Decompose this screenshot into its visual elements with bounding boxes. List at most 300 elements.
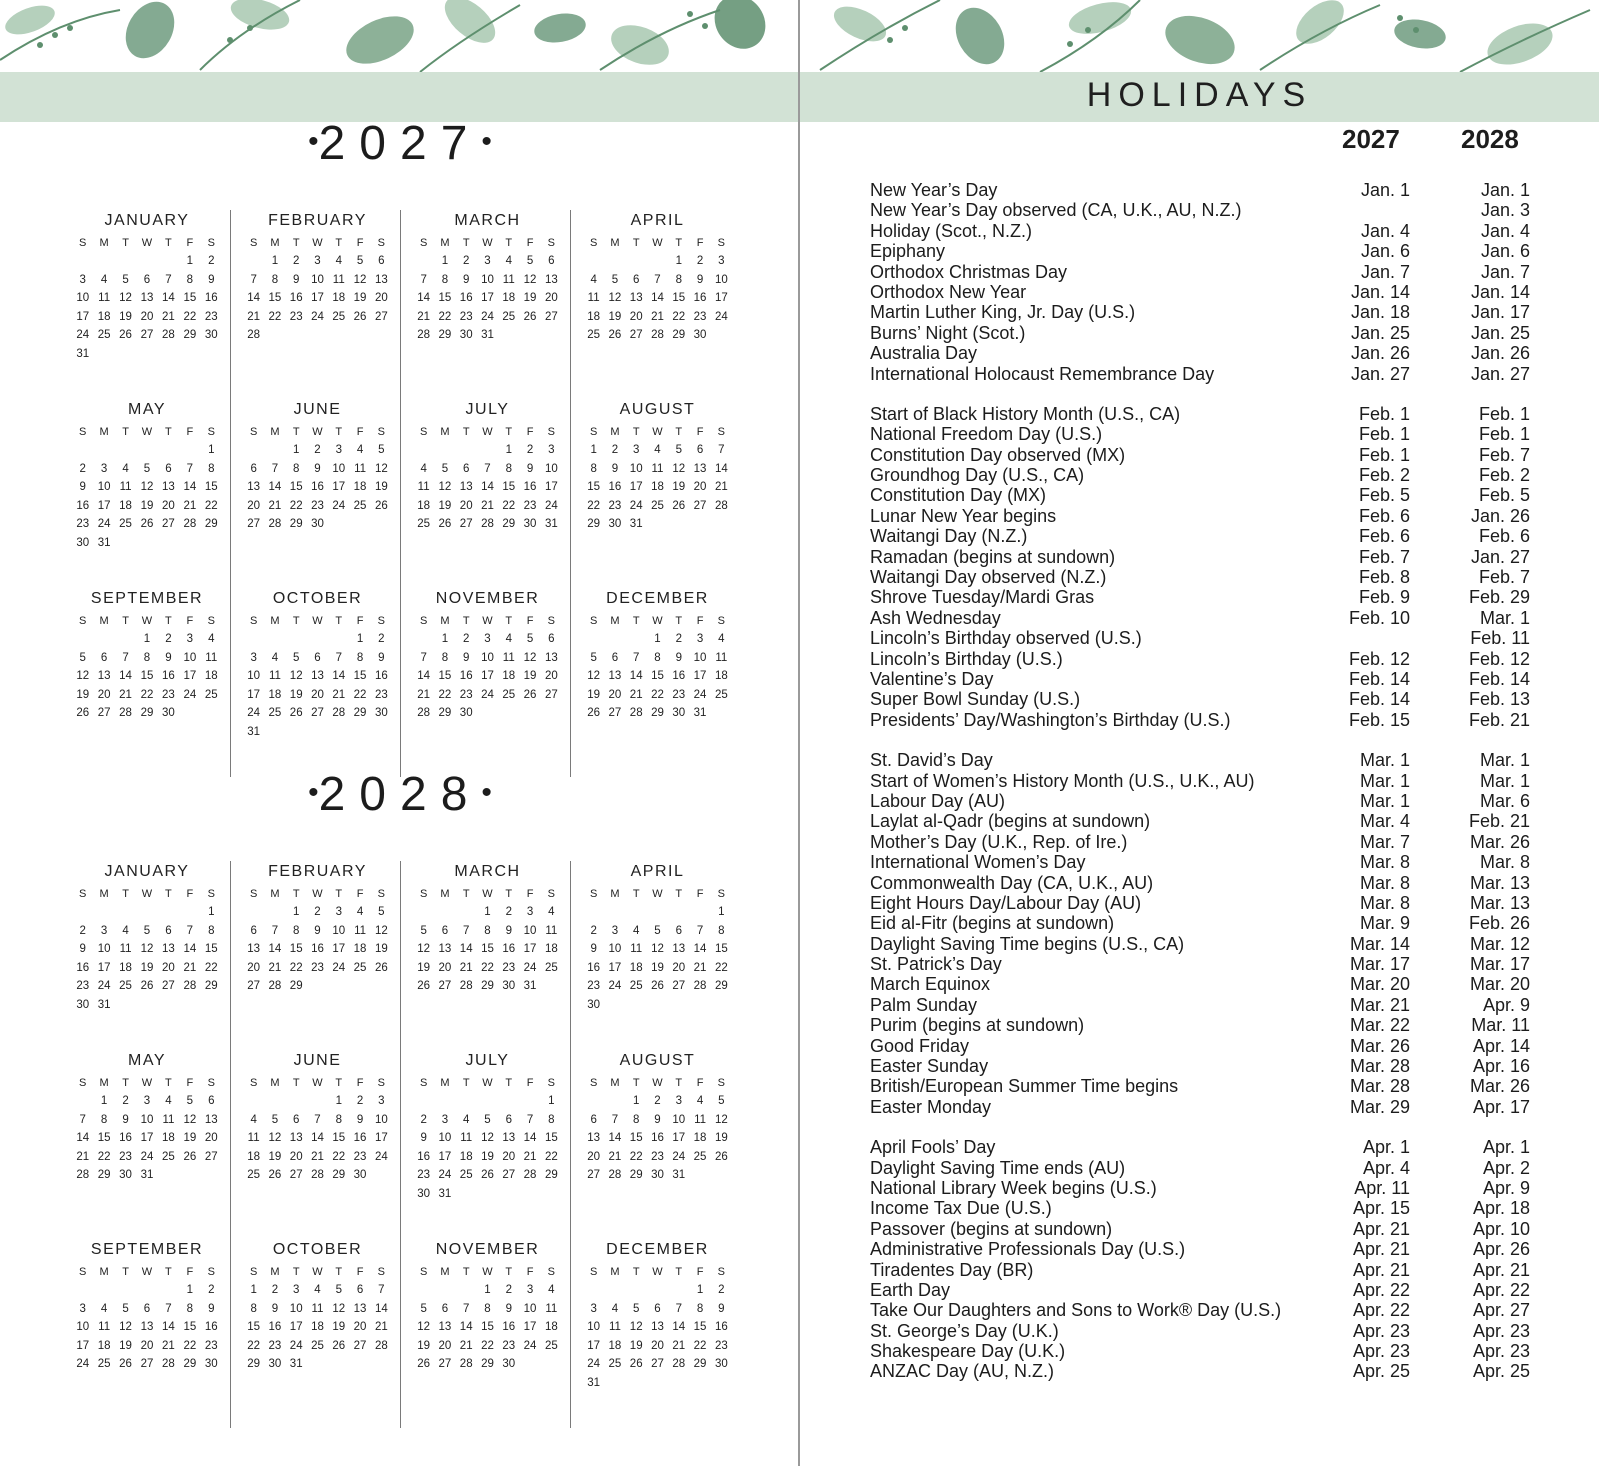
holiday-date-2027: Feb. 2: [1358, 465, 1410, 486]
week-row: [583, 308, 732, 327]
day-cell: 24: [97, 980, 111, 993]
week-row: [413, 326, 562, 345]
day-cell: 6: [441, 924, 449, 937]
holiday-row: [870, 587, 1530, 607]
day-cell: 22: [693, 1339, 707, 1352]
week-row: [72, 460, 222, 479]
week-row: [243, 1355, 392, 1374]
holiday-name: Good Friday: [870, 1035, 970, 1056]
day-cell: 1: [675, 255, 682, 267]
day-cell: [711, 515, 732, 534]
weekday-letter: S: [377, 888, 386, 900]
day-cell: 19: [140, 961, 154, 974]
weekday-letter: S: [419, 888, 428, 900]
day-cell: 21: [651, 310, 664, 323]
day-cell: 7: [654, 273, 661, 286]
holiday-date-2028: Apr. 26: [1472, 1239, 1530, 1260]
weekday-letter: T: [462, 615, 470, 627]
weekday-letter: T: [165, 1077, 172, 1089]
holiday-row: [870, 1341, 1530, 1361]
week-row: [243, 441, 392, 460]
day-cell: 26: [374, 499, 388, 512]
holiday-date-2027: Mar. 7: [1359, 831, 1410, 852]
day-cell: [689, 1374, 710, 1393]
day-cell: 18: [608, 1339, 622, 1352]
day-cell: [179, 903, 200, 922]
week-row: [72, 515, 222, 534]
week-row: [72, 649, 222, 668]
day-cell: 6: [548, 255, 555, 267]
day-cell: [136, 996, 157, 1015]
weekday-letter: S: [79, 237, 87, 249]
holiday-date-2028: Apr. 18: [1472, 1198, 1530, 1219]
weekday-letter: M: [99, 615, 109, 627]
weekday-letter: M: [610, 1077, 620, 1089]
day-cell: 23: [204, 1339, 218, 1352]
holiday-date-2028: Mar. 1: [1479, 607, 1530, 628]
day-cell: 28: [311, 1169, 324, 1182]
week-row: [413, 704, 562, 723]
day-cell: [626, 903, 647, 922]
holiday-row: [870, 811, 1530, 831]
day-cell: 18: [544, 1321, 558, 1334]
day-cell: 16: [119, 1132, 132, 1145]
day-cell: [179, 534, 200, 553]
day-cell: 16: [289, 292, 303, 305]
day-cell: 18: [693, 1132, 707, 1145]
week-row: [413, 1300, 562, 1319]
week-row: [413, 1092, 562, 1111]
day-cell: 23: [76, 980, 90, 993]
day-cell: 2: [463, 633, 470, 645]
day-cell: 4: [505, 633, 512, 645]
holiday-date-2027: Apr. 1: [1362, 1137, 1410, 1158]
day-cell: 21: [672, 1339, 686, 1352]
holiday-date-2028: Mar. 26: [1469, 831, 1530, 852]
day-cell: 24: [523, 1339, 537, 1352]
day-cell: 7: [484, 462, 491, 475]
day-cell: 3: [100, 462, 108, 475]
week-row: [72, 1129, 222, 1148]
day-cell: 9: [696, 273, 704, 286]
holiday-name: Commonwealth Day (CA, U.K., AU): [870, 872, 1154, 893]
day-cell: [115, 996, 136, 1015]
day-cell: [72, 252, 93, 271]
day-cell: 6: [356, 1284, 364, 1296]
day-cell: 13: [438, 943, 452, 956]
week-row: [413, 1111, 562, 1130]
week-row: [72, 667, 222, 686]
weekday-letter: T: [632, 237, 640, 249]
week-row: [413, 1355, 562, 1374]
day-cell: 4: [505, 255, 512, 267]
holiday-name: Purim (begins at sundown): [870, 1015, 1085, 1036]
day-cell: 12: [119, 1321, 132, 1334]
holiday-name: Eight Hours Day/Labour Day (AU): [870, 892, 1142, 913]
holiday-date-2028: Feb. 1: [1478, 424, 1530, 445]
day-cell: 17: [76, 1339, 90, 1352]
eucalyptus-header-illustration: [800, 0, 1599, 72]
day-cell: 8: [293, 462, 300, 475]
month-name: DECEMBER: [606, 1241, 709, 1258]
day-cell: 28: [268, 980, 282, 993]
day-cell: 29: [183, 329, 197, 342]
day-cell: [158, 252, 179, 271]
day-cell: 6: [250, 462, 257, 475]
week-row: [583, 1300, 732, 1319]
holiday-date-2027: Feb. 6: [1358, 526, 1410, 547]
day-cell: 27: [587, 1169, 601, 1182]
day-cell: 5: [143, 924, 151, 937]
day-cell: 5: [79, 651, 86, 664]
weekday-letter: S: [547, 237, 556, 249]
day-cell: 29: [97, 1169, 111, 1182]
week-row: [583, 252, 732, 271]
week-row: [243, 1318, 392, 1337]
day-cell: 21: [629, 688, 643, 701]
holiday-name: Super Bowl Sunday (U.S.): [870, 689, 1081, 710]
week-row: [583, 940, 732, 959]
day-cell: 18: [651, 481, 664, 494]
day-cell: 10: [714, 273, 728, 286]
holiday-date-2028: Jan. 1: [1480, 180, 1530, 200]
day-cell: 19: [523, 292, 537, 305]
holiday-row: [870, 221, 1530, 241]
week-row: [243, 1092, 392, 1111]
day-cell: 17: [97, 499, 111, 512]
week-row: [243, 977, 392, 996]
weekday-letter: W: [312, 1266, 323, 1278]
day-cell: 31: [523, 980, 537, 993]
day-cell: 19: [714, 1132, 728, 1145]
holiday-date-2028: Feb. 2: [1478, 465, 1530, 486]
day-cell: 2: [590, 924, 597, 937]
day-cell: 20: [162, 961, 175, 974]
day-cell: 30: [374, 707, 388, 720]
day-cell: [583, 252, 604, 271]
holiday-name: St. George’s Day (U.K.): [870, 1320, 1059, 1341]
week-row: [413, 667, 562, 686]
day-cell: 17: [76, 310, 90, 323]
weekday-letter: M: [440, 888, 450, 900]
day-cell: 28: [183, 518, 197, 531]
day-cell: 23: [502, 961, 516, 974]
holiday-section: [870, 180, 1530, 384]
day-cell: 23: [162, 688, 175, 701]
weekday-letter: F: [526, 1077, 534, 1089]
day-cell: 28: [672, 1358, 686, 1371]
day-cell: 24: [587, 1358, 601, 1371]
weekday-header: [243, 423, 392, 441]
day-cell: 17: [183, 670, 197, 683]
day-cell: 18: [119, 961, 132, 974]
day-cell: 20: [629, 310, 643, 323]
day-cell: [72, 441, 93, 460]
day-cell: 10: [76, 292, 90, 305]
day-cell: 5: [526, 633, 534, 645]
day-cell: 8: [441, 273, 449, 286]
day-cell: [136, 1281, 157, 1300]
day-cell: 13: [140, 1321, 154, 1334]
day-cell: [179, 441, 200, 460]
day-cell: 16: [502, 1321, 516, 1334]
day-cell: 28: [268, 518, 282, 531]
day-cell: 31: [140, 1169, 154, 1182]
day-cell: 15: [183, 292, 197, 305]
week-row: [72, 534, 222, 553]
week-row: [72, 478, 222, 497]
day-cell: 1: [293, 444, 300, 456]
day-cell: [264, 441, 285, 460]
holiday-date-2028: Feb. 12: [1468, 648, 1530, 669]
day-cell: 12: [289, 670, 303, 683]
day-cell: 27: [97, 707, 111, 720]
weekday-letter: S: [547, 426, 556, 438]
week-row: [72, 977, 222, 996]
day-cell: [243, 903, 264, 922]
day-cell: [243, 630, 264, 649]
weekday-letter: W: [141, 888, 153, 900]
day-cell: [604, 996, 625, 1015]
day-cell: [519, 1185, 540, 1204]
day-cell: 26: [523, 688, 537, 701]
month-january: [60, 210, 230, 399]
day-cell: [158, 345, 179, 364]
day-cell: 20: [162, 499, 175, 512]
day-cell: 29: [247, 1358, 261, 1371]
day-cell: 16: [204, 1321, 218, 1334]
holiday-name: St. David’s Day: [870, 750, 993, 771]
day-cell: 6: [143, 1302, 151, 1315]
week-row: [583, 1092, 732, 1111]
weekday-letter: T: [292, 615, 300, 627]
day-cell: 12: [353, 273, 367, 286]
day-cell: 11: [119, 943, 132, 956]
day-cell: 18: [332, 292, 346, 305]
week-row: [72, 1300, 222, 1319]
day-cell: 3: [143, 1095, 151, 1107]
day-cell: 8: [293, 924, 300, 937]
day-cell: 24: [247, 707, 261, 720]
holiday-row: [870, 180, 1530, 200]
day-cell: 27: [247, 980, 261, 993]
day-cell: 31: [693, 707, 707, 720]
day-cell: 26: [76, 707, 90, 720]
day-cell: [307, 630, 328, 649]
month-may: [60, 399, 230, 588]
day-cell: 4: [548, 906, 555, 918]
weekday-letter: F: [356, 1266, 364, 1278]
day-cell: 27: [693, 499, 707, 512]
holiday-row: [870, 1137, 1530, 1157]
day-cell: 2: [611, 444, 619, 456]
day-cell: 1: [696, 1284, 704, 1296]
day-cell: 4: [463, 1113, 470, 1126]
day-cell: 9: [463, 273, 470, 286]
weekday-letter: T: [505, 237, 513, 249]
day-cell: 19: [608, 310, 622, 323]
month-june: [230, 1050, 400, 1239]
calendar-2027: [60, 210, 740, 777]
holiday-name: International Holocaust Remembrance Day: [870, 363, 1215, 384]
day-cell: 5: [143, 462, 151, 475]
holiday-date-2028: Jan. 17: [1470, 302, 1530, 323]
day-cell: 22: [481, 961, 494, 974]
weekday-letter: W: [141, 426, 153, 438]
weekday-letter: T: [632, 1266, 640, 1278]
day-cell: 15: [268, 292, 282, 305]
day-cell: 21: [417, 310, 431, 323]
holiday-row: [870, 1260, 1530, 1280]
day-cell: 6: [250, 924, 257, 937]
left-page: [0, 0, 798, 1466]
day-cell: 4: [356, 906, 364, 918]
day-cell: 16: [587, 961, 601, 974]
day-cell: 29: [183, 1358, 197, 1371]
weekday-letter: S: [207, 237, 215, 249]
day-cell: [413, 441, 434, 460]
holiday-date-2027: Mar. 8: [1359, 852, 1410, 873]
day-cell: 15: [587, 481, 601, 494]
weekday-header: [243, 1074, 392, 1092]
holiday-row: [870, 1178, 1530, 1198]
day-cell: 17: [289, 1321, 303, 1334]
month-name: JANUARY: [104, 212, 190, 229]
weekday-header: [243, 1263, 392, 1281]
day-cell: 16: [311, 481, 324, 494]
holiday-date-2027: Feb. 1: [1358, 424, 1410, 445]
weekday-letter: F: [356, 1077, 364, 1089]
day-cell: 23: [311, 961, 324, 974]
day-cell: 28: [119, 707, 132, 720]
day-cell: [115, 252, 136, 271]
day-cell: 9: [314, 924, 321, 937]
holiday-name: Eid al-Fitr (begins at sundown): [870, 913, 1115, 934]
day-cell: 16: [162, 670, 175, 683]
day-cell: 14: [183, 943, 197, 956]
day-cell: [72, 903, 93, 922]
day-cell: 20: [204, 1132, 218, 1145]
day-cell: 11: [268, 670, 281, 683]
day-cell: 20: [608, 688, 622, 701]
holiday-row: [870, 567, 1530, 587]
day-cell: 27: [672, 980, 686, 993]
holiday-date-2027: Mar. 1: [1359, 750, 1410, 771]
day-cell: [541, 1185, 562, 1204]
day-cell: 13: [162, 481, 175, 494]
week-row: [243, 704, 392, 723]
week-row: [413, 478, 562, 497]
day-cell: 25: [459, 1169, 473, 1182]
week-row: [413, 271, 562, 290]
day-cell: 6: [441, 1302, 449, 1315]
day-cell: 15: [183, 1321, 197, 1334]
day-cell: 4: [122, 924, 129, 937]
day-cell: [647, 903, 668, 922]
holiday-date-2027: Mar. 29: [1349, 1096, 1410, 1117]
weekday-letter: W: [652, 615, 663, 627]
weekday-letter: S: [249, 615, 258, 627]
day-cell: 29: [693, 1358, 707, 1371]
day-cell: [541, 326, 562, 345]
day-cell: 6: [165, 924, 172, 937]
holiday-name: Constitution Day (MX): [870, 485, 1047, 506]
weekday-letter: M: [270, 888, 280, 900]
holiday-row: [870, 710, 1530, 730]
day-cell: 8: [271, 273, 279, 286]
day-cell: 26: [629, 1358, 643, 1371]
day-cell: 14: [714, 462, 728, 475]
day-cell: 29: [502, 518, 516, 531]
day-cell: 22: [183, 1339, 197, 1352]
day-cell: 11: [417, 481, 430, 494]
month-april: [570, 861, 740, 1050]
holiday-date-2027: Feb. 14: [1348, 668, 1410, 689]
day-cell: [519, 326, 540, 345]
week-row: [583, 1374, 732, 1393]
day-cell: 20: [502, 1150, 516, 1163]
day-cell: 1: [186, 255, 194, 267]
day-cell: 30: [76, 998, 90, 1011]
day-cell: 24: [374, 1150, 388, 1163]
day-cell: 9: [611, 462, 619, 475]
day-cell: [711, 1374, 732, 1393]
holiday-date-2027: Feb. 5: [1358, 485, 1410, 506]
holiday-row: [870, 547, 1530, 567]
day-cell: 12: [438, 481, 452, 494]
month-name: OCTOBER: [272, 590, 363, 607]
weekday-letter: T: [335, 888, 343, 900]
week-row: [583, 996, 732, 1015]
day-cell: 30: [672, 707, 686, 720]
day-cell: 13: [544, 651, 558, 664]
day-cell: 15: [714, 943, 728, 956]
week-row: [413, 903, 562, 922]
day-cell: 5: [526, 255, 534, 267]
day-cell: 1: [590, 444, 597, 456]
day-cell: 9: [378, 651, 385, 664]
day-cell: 29: [438, 329, 452, 342]
day-cell: 10: [97, 943, 111, 956]
week-row: [583, 922, 732, 941]
day-cell: 28: [651, 329, 664, 342]
weekday-letter: W: [312, 1077, 323, 1089]
holiday-date-2027: Feb. 15: [1348, 709, 1410, 730]
weekday-letter: S: [419, 1077, 428, 1089]
weekday-letter: S: [207, 615, 215, 627]
holiday-row: [870, 893, 1530, 913]
day-cell: 23: [204, 310, 218, 323]
day-cell: 4: [590, 273, 597, 286]
weekday-letter: S: [589, 1077, 598, 1089]
day-cell: 31: [97, 536, 111, 549]
day-cell: 21: [311, 1150, 324, 1163]
day-cell: [519, 704, 540, 723]
holiday-row: [870, 649, 1530, 669]
day-cell: [371, 723, 392, 742]
day-cell: [626, 630, 647, 649]
holiday-date-2028: Mar. 26: [1469, 1076, 1530, 1097]
week-row: [583, 289, 732, 308]
day-cell: 28: [608, 1169, 622, 1182]
day-cell: 30: [417, 1187, 431, 1200]
holiday-date-2028: Feb. 5: [1478, 485, 1530, 506]
day-cell: 26: [417, 980, 431, 993]
weekday-letter: T: [632, 615, 640, 627]
day-cell: 5: [633, 1302, 640, 1315]
day-cell: 25: [97, 329, 111, 342]
day-cell: [243, 252, 264, 271]
